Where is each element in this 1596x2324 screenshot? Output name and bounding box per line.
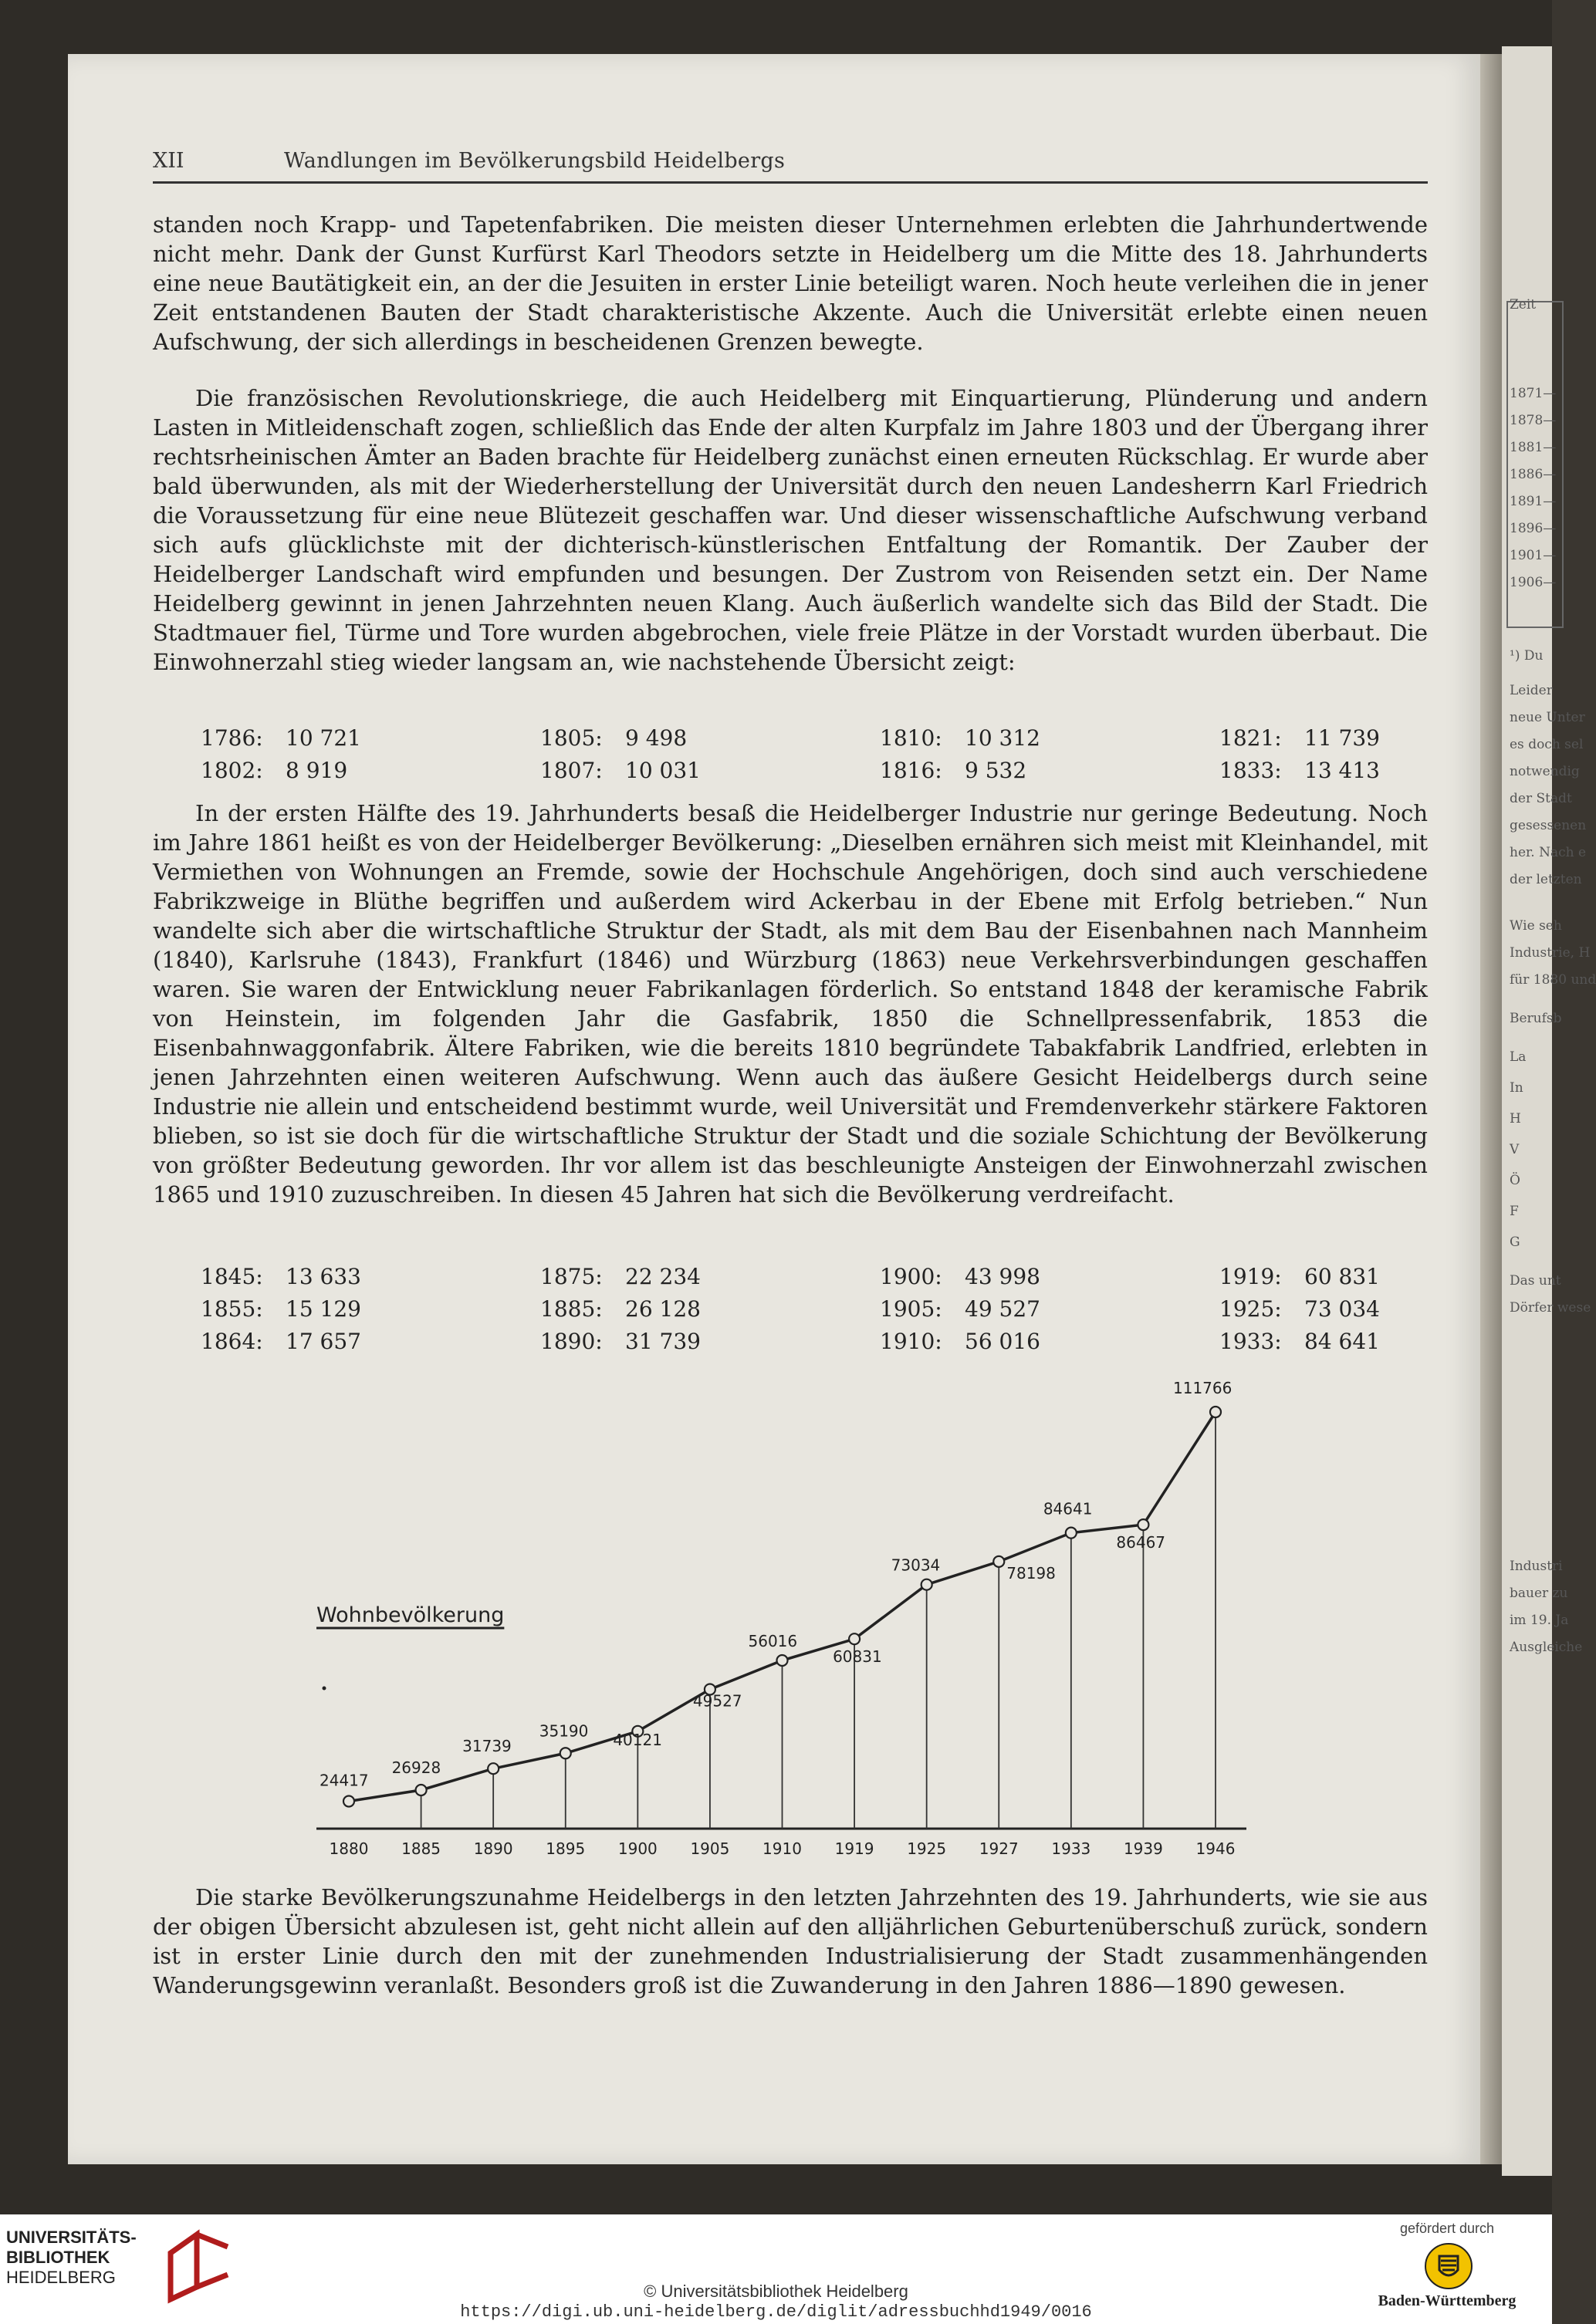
adjacent-page-fragment: her. Nach e (1510, 845, 1587, 860)
adjacent-page-fragment: Berufsb (1510, 1011, 1562, 1026)
x-tick-label: 1919 (834, 1839, 874, 1858)
adjacent-page-fragment: In (1510, 1080, 1523, 1096)
adjacent-page-fragment: ¹) Du (1510, 648, 1544, 664)
population-count: 49 527 (965, 1296, 1040, 1322)
data-label: 56016 (748, 1631, 798, 1650)
adjacent-page-fragment: es doch sel (1510, 737, 1584, 752)
adjacent-page-fragment: Dörfer wese (1510, 1300, 1591, 1316)
population-year: 1919: (1219, 1264, 1282, 1289)
data-point (488, 1763, 499, 1774)
population-year: 1885: (540, 1296, 603, 1322)
population-count: 56 016 (965, 1329, 1040, 1354)
x-tick-label: 1900 (617, 1839, 658, 1858)
paragraph-2-text: Die französischen Revolutionskriege, die auch Heidelberg mit Einquartierung, Plünderung und andern Lasten in Mitleidenschaft zogen, schließlich das Ende der alten Kurpfalz im Jahre 1803 und der Übergang ihrer rechtsrheinischen Ämter an Baden brachte für Heidelberg zunächst einen erneuten Rückschlag. Er wurde aber bald überwunden, als mit der Wiederherstellung der Universität durch den neuen Landesherrn Karl Friedrich die Voraussetzung für eine neue Blütezeit geschaffen war. Und dieser wissenschaftliche Aufschwung verband sich aufs glücklichste mit der dichterisch-künstlerischen Entfaltung der Romantik. Der Zauber der Heidelberger Landschaft wird empfunden und besungen. Der Zustrom von Reisenden setzt ein. Der Name Heidelberg gewinnt in jenen Jahrzehnten neuen Klang. Auch äußerlich wandelte sich das Bild der Stadt. Die Stadtmauer fiel, Türme und Tore wurden abgebrochen, viele freie Plätze in der Vorstadt wurden überbaut. Die Einwohnerzahl stieg wieder langsam an, wie nachstehende Übersicht zeigt: (153, 385, 1428, 675)
x-tick-label: 1927 (979, 1839, 1019, 1858)
adjacent-page-fragment: 1906— (1510, 575, 1557, 590)
adjacent-page-fragment: La (1510, 1049, 1527, 1065)
population-line-chart (301, 1358, 1266, 1883)
data-label: 49527 (692, 1691, 742, 1711)
paragraph-1: standen noch Krapp- und Tapetenfabriken. Die meisten dieser Unternehmen erlebten die Jahrhundertwende nicht mehr. Dank der Gunst Kurfürst Karl Theodors setzte in Heidelberg um die Mitte des 18. Jahrhunderts eine neue Bautätigkeit ein, an der die Jesuiten in erster Linie beteiligt waren. Noch heute verleihen die in jener Zeit entstandenen Bauten der Stadt charakteristische Akzente. Auch die Universität erlebte einen neuen Aufschwung, der sich allerdings in bescheidenen Grenzen bewegte. (153, 211, 1428, 355)
chart-stray-dot (323, 1687, 326, 1691)
population-row (201, 1329, 1435, 1360)
data-point (993, 1556, 1004, 1567)
library-name-line-2: BIBLIOTHEK (6, 2248, 110, 2267)
adjacent-page-fragment: notwendig (1510, 764, 1580, 779)
data-point (560, 1748, 571, 1758)
population-year: 1816: (880, 758, 942, 783)
data-label: 60831 (833, 1647, 882, 1667)
population-row (201, 1264, 1435, 1295)
adjacent-page-fragment: 1896— (1510, 521, 1557, 536)
data-point (777, 1655, 788, 1666)
paragraph-3 (153, 799, 1428, 1209)
population-count: 84 641 (1304, 1329, 1380, 1354)
data-point (343, 1795, 354, 1806)
adjacent-page-fragment: F (1510, 1204, 1519, 1219)
population-count: 31 739 (625, 1329, 701, 1354)
adjacent-page-fragment: der letzten (1510, 872, 1582, 887)
adjacent-page-fragment: bauer zu (1510, 1586, 1568, 1601)
population-count: 43 998 (965, 1264, 1040, 1289)
paragraph-2 (153, 383, 1428, 677)
x-tick-label: 1880 (329, 1839, 369, 1858)
paragraph-4-text: Die starke Bevölkerungszunahme Heidelbergs in den letzten Jahrzehnten des 19. Jahrhunderts, wie sie aus der obigen Übersicht abzulesen ist, geht nicht allein auf den alljährlichen Geburtenüberschuß zurück, sondern ist in erster Linie durch den mit der zunehmenden Industrialisierung der Stadt zusammenhängenden Wanderungsgewinn veranlaßt. Besonders groß ist die Zuwanderung in den Jahren 1886—1890 gewesen. (153, 1884, 1428, 1998)
sponsor-name: Baden-Württemberg (1378, 2292, 1517, 2309)
adjacent-page-fragment: 1878— (1510, 413, 1557, 428)
adjacent-page-fragment: 1891— (1510, 494, 1557, 509)
adjacent-page-fragment: Ö (1510, 1173, 1520, 1188)
population-year: 1807: (540, 758, 603, 783)
x-tick-label: 1895 (546, 1839, 586, 1858)
data-label: 86467 (1116, 1533, 1166, 1552)
adjacent-page-fragment: V (1510, 1142, 1520, 1157)
running-title: Wandlungen im Bevölkerungsbild Heidelbergs (284, 149, 786, 173)
population-year: 1802: (201, 758, 263, 783)
population-year: 1821: (1219, 725, 1282, 751)
x-tick-label: 1905 (690, 1839, 730, 1858)
data-point (1066, 1528, 1077, 1539)
population-year: 1875: (540, 1264, 603, 1289)
x-tick-label: 1925 (907, 1839, 947, 1858)
population-count: 13 633 (286, 1264, 361, 1289)
baden-wuerttemberg-crest-icon (1424, 2242, 1473, 2290)
data-label: 35190 (539, 1721, 589, 1741)
adjacent-page-fragment: 1881— (1510, 440, 1557, 455)
population-count: 11 739 (1304, 725, 1380, 751)
adjacent-page-fragment: neue Unter (1510, 710, 1585, 725)
adjacent-page-fragment: für 1880 und (1510, 972, 1596, 988)
population-year: 1905: (880, 1296, 942, 1322)
x-tick-label: 1885 (401, 1839, 441, 1858)
x-tick-label: 1910 (762, 1839, 802, 1858)
data-label: 84641 (1043, 1499, 1093, 1518)
data-point (849, 1633, 860, 1644)
adjacent-page-fragment: Zeit (1510, 297, 1537, 312)
copyright-notice: © Universitätsbibliothek Heidelberg (644, 2282, 908, 2301)
population-year: 1933: (1219, 1329, 1282, 1354)
adjacent-page-fragment: Wie seh (1510, 918, 1562, 934)
page-number: XII (153, 149, 184, 173)
chart-title: Wohnbevölkerung (316, 1603, 505, 1627)
data-label: 73034 (891, 1556, 941, 1575)
adjacent-page-fragment: 1871— (1510, 386, 1557, 401)
population-row (201, 758, 1435, 789)
x-tick-label: 1946 (1195, 1839, 1236, 1858)
population-count: 9 532 (965, 758, 1027, 783)
population-year: 1786: (201, 725, 263, 751)
x-tick-label: 1939 (1123, 1839, 1163, 1858)
adjacent-page-fragment: Industrie, H (1510, 945, 1591, 961)
book-gutter (1480, 54, 1502, 2164)
population-row (201, 725, 1435, 756)
paragraph-4 (153, 1883, 1428, 2000)
population-count: 10 031 (625, 758, 701, 783)
data-point (1210, 1407, 1221, 1417)
population-year: 1900: (880, 1264, 942, 1289)
adjacent-page-fragment: Leider (1510, 683, 1553, 698)
population-count: 60 831 (1304, 1264, 1380, 1289)
x-tick-label: 1890 (473, 1839, 513, 1858)
population-count: 10 721 (286, 725, 361, 751)
population-year: 1864: (201, 1329, 263, 1354)
population-year: 1833: (1219, 758, 1282, 783)
data-point (921, 1579, 932, 1590)
header-rule (153, 181, 1428, 184)
library-name-line-3: HEIDELBERG (6, 2268, 116, 2287)
paragraph-3-text: In der ersten Hälfte des 19. Jahrhunderts besaß die Heidelberger Industrie nur geringe Bedeutung. Noch im Jahre 1861 heißt es von der Heidelberger Bevölkerung: „Dieselben ernähren sich meist mit Kleinhandel, mit Vermiethen von Wohnungen an Fremde, sowie der Hochschule Angehörigen, doch sind auch verschiedene Fabrikzweige in Blüthe begriffen und außerdem wird Ackerbau in der Ebene mit Erfolg betrieben.“ Nun wandelte sich aber die wirtschaftliche Struktur der Stadt, als mit dem Bau der Eisenbahnen nach Mannheim (1840), Karlsruhe (1843), Frankfurt (1846) und Würzburg (1863) neue Verkehrsverbindungen geschaffen waren. Sie waren der Entwicklung neuer Fabrikanlagen förderlich. So entstand 1848 der keramische Fabrik von Heinstein, im folgenden Jahr die Gasfabrik, 1850 die Schnellpressenfabrik, 1853 die Eisenbahnwaggonfabrik. Ältere Fabriken, wie die bereits 1810 begründete Tabakfabrik Landfried, erlebten in jenen Jahrzehnten einen weiteren Aufschwung. Wenn auch das äußere Gesicht Heidelbergs durch seine Industrie nie allein und entscheidend bestimmt wurde, weil Universität und Fremdenverkehr stärkere Faktoren blieben, so ist sie doch für die wirtschaftliche Struktur der Stadt und die soziale Schichtung der Bevölkerung von größter Bedeutung geworden. Ihr vor allem ist das beschleunigte Ansteigen der Einwohnerzahl zwischen 1865 und 1910 zuzuschreiben. In diesen 45 Jahren hat sich die Bevölkerung verdreifacht. (153, 800, 1428, 1208)
running-header (153, 143, 1428, 186)
adjacent-page-fragment: gesessenen (1510, 818, 1587, 833)
population-count: 15 129 (286, 1296, 361, 1322)
population-count: 73 034 (1304, 1296, 1380, 1322)
adjacent-page-fragment: Industri (1510, 1559, 1563, 1574)
population-count: 10 312 (965, 725, 1040, 751)
adjacent-page-fragment: Ausgleiche (1510, 1640, 1583, 1655)
population-year: 1805: (540, 725, 603, 751)
adjacent-page-fragment: G (1510, 1235, 1520, 1250)
adjacent-page-fragment: 1886— (1510, 467, 1557, 482)
population-year: 1910: (880, 1329, 942, 1354)
adjacent-page-fragment: der Stadt (1510, 791, 1572, 806)
population-count: 26 128 (625, 1296, 701, 1322)
population-count: 9 498 (625, 725, 688, 751)
sponsor-label: gefördert durch (1399, 2221, 1495, 2236)
data-label: 31739 (462, 1737, 512, 1756)
population-year: 1810: (880, 725, 942, 751)
population-count: 8 919 (286, 758, 348, 783)
data-label: 26928 (391, 1758, 441, 1777)
adjacent-page-fragment: H (1510, 1111, 1521, 1127)
adjacent-page-edge (1502, 46, 1596, 2176)
adjacent-page-fragment: 1901— (1510, 548, 1557, 563)
data-label: 111766 (1173, 1379, 1233, 1397)
population-year: 1845: (201, 1264, 263, 1289)
population-year: 1890: (540, 1329, 603, 1354)
adjacent-page-fragment: im 19. Ja (1510, 1613, 1569, 1628)
permalink[interactable]: https://digi.ub.uni-heidelberg.de/diglit/adressbuchhd1949/0016 (460, 2302, 1092, 2322)
population-row (201, 1296, 1435, 1327)
data-label: 78198 (1006, 1563, 1056, 1583)
data-point (1138, 1519, 1148, 1530)
population-year: 1855: (201, 1296, 263, 1322)
population-year: 1925: (1219, 1296, 1282, 1322)
population-count: 22 234 (625, 1264, 701, 1289)
data-label: 40121 (613, 1730, 662, 1749)
data-point (416, 1785, 427, 1795)
population-count: 13 413 (1304, 758, 1380, 783)
data-label: 24417 (320, 1771, 369, 1790)
library-name-line-1: UNIVERSITÄTS- (6, 2228, 137, 2247)
x-tick-label: 1933 (1051, 1839, 1091, 1858)
adjacent-page-fragment: Das unt (1510, 1273, 1561, 1289)
population-count: 17 657 (286, 1329, 361, 1354)
